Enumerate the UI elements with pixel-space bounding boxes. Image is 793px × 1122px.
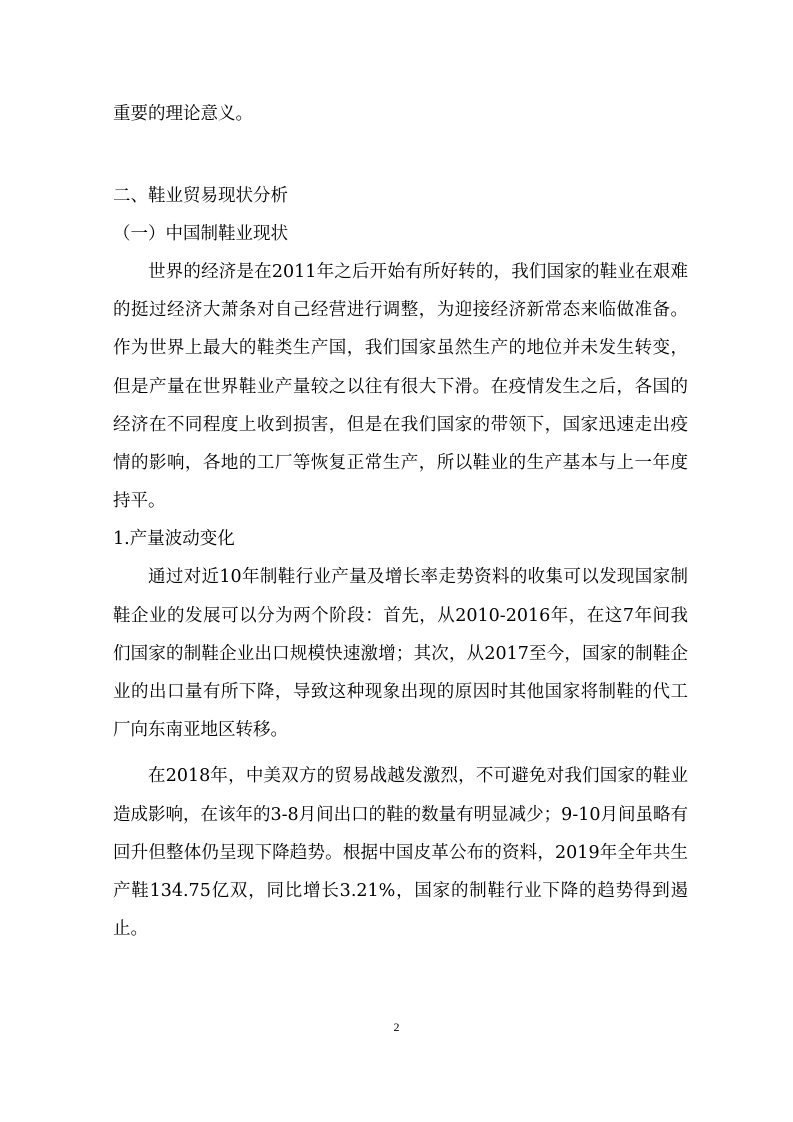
subsection-heading: （一）中国制鞋业现状 [113,224,288,244]
section-heading: 二、鞋业贸易现状分析 [113,186,288,206]
body-paragraph-1: 世界的经济是在2011年之后开始有所好转的，我们国家的鞋业在艰难的挺过经济大萧条对自己经营进行调整，为迎接经济新常态来临做准备。作为世界上最大的鞋类生产国，我们国家虽然生产的地位并未发生转变，但是产量在世界鞋业产量较之以往有很大下滑。在疫情发生之后，各国的经济在不同程度上收到损害，但是在我们国家的带领下，国家迅速走出疫情的影响，各地的工厂等恢复正常生产，所以鞋业的生产基本与上一年度持平。 [113,262,688,512]
body-paragraph-2: 通过对近10年制鞋行业产量及增长率走势资料的收集可以发现国家制鞋企业的发展可以分为两个阶段：首先，从2010-2016年，在这7年间我们国家的制鞋企业出口规模快速激增；其次，从2017至今，国家的制鞋企业的出口量有所下降，导致这种现象出现的原因时其他国家将制鞋的代工厂向东南亚地区转移。 [113,567,688,741]
document-body [113,95,688,948]
page-number: 2 [393,1020,400,1034]
lead-line: 重要的理论意义。 [113,104,253,124]
paragraph-spacing [113,749,688,757]
body-paragraph-3: 在2018年，中美双方的贸易战越发激烈，不可避免对我们国家的鞋业造成影响，在该年的3-8月间出口的鞋的数量有明显减少；9-10月间虽略有回升但整体仍呈现下降趋势。根据中国皮革公布的资料，2019年全年共生产鞋134.75亿双，同比增长3.21%，国家的制鞋行业下降的趋势得到遏止。 [113,766,688,940]
paragraph-gap [113,133,688,177]
point-heading: 1.产量波动变化 [113,529,235,550]
